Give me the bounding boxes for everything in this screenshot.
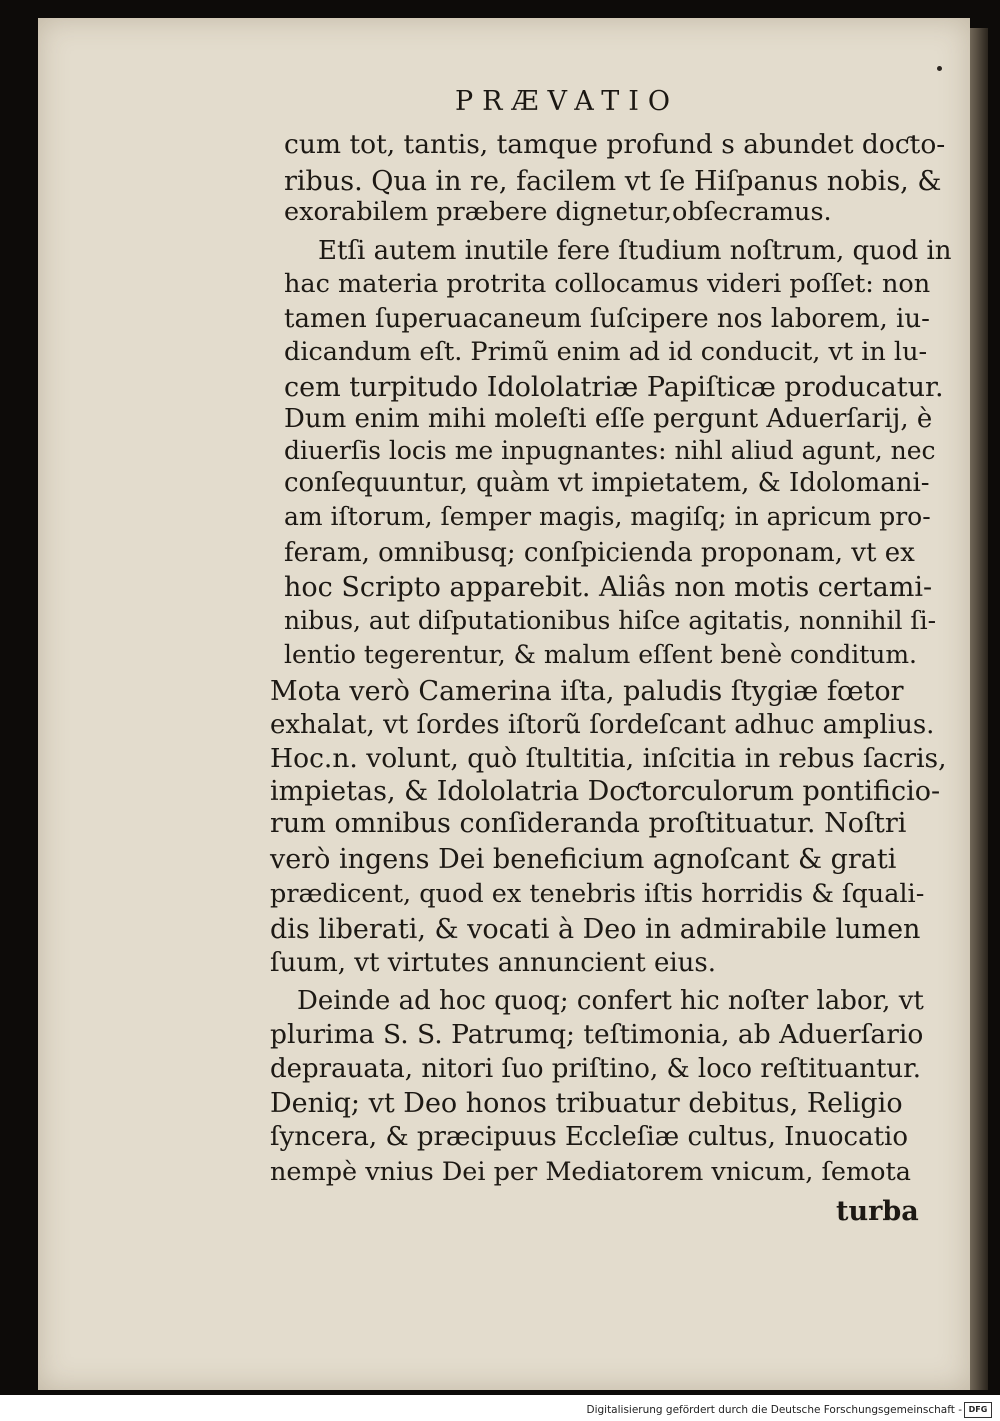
text-line: Etſi autem inutile fere ſtudium noſtrum, quod in — [318, 236, 952, 266]
text-line: Dum enim mihi moleſti eſſe pergunt Aduerſarij, è — [284, 404, 933, 434]
text-line: deprauata, nitori ſuo priſtino, & loco reſtituantur. — [270, 1054, 922, 1084]
text-line: impietas, & Idololatria Doƈtorculorum pontificio- — [270, 776, 941, 807]
text-line: hac materia protrita collocamus videri poſſet: non — [284, 269, 931, 299]
text-line: Hoc.n. volunt, quò ſtultitia, inſcitia in rebus ſacris, — [270, 743, 947, 774]
text-line: am iſtorum, ſemper magis, magiſq; in apricum pro- — [284, 502, 931, 531]
text-line: ribus. Qua in re, facilem vt ſe Hiſpanus nobis, & — [284, 166, 942, 197]
text-line: cum tot, tantis, tamque profund s abundet doƈto- — [284, 129, 946, 160]
text-line: plurima S. S. Patrumq; teſtimonia, ab Aduerſario — [270, 1019, 924, 1050]
page-corner-mark — [937, 66, 942, 71]
text-line: exorabilem præbere dignetur,obſecramus. — [284, 197, 832, 227]
text-line: nibus, aut diſputationibus hiſce agitatis, nonnihil ſi- — [284, 606, 937, 635]
text-line: conſequuntur, quàm vt impietatem, & Idolomani- — [284, 468, 930, 498]
text-line: dis liberati, & vocati à Deo in admirabile lumen — [270, 914, 921, 945]
catchword: turba — [836, 1196, 919, 1227]
text-line: verò ingens Dei beneficium agnoſcant & grati — [270, 844, 897, 875]
text-line: dicandum eſt. Primũ enim ad id conducit, vt in lu- — [284, 337, 928, 367]
text-line: feram, omnibusq; conſpicienda proponam, vt ex — [284, 538, 915, 568]
text-line: Deinde ad hoc quoq; confert hic noſter labor, vt — [297, 986, 924, 1016]
text-line: nempè vnius Dei per Mediatorem vnicum, ſemota — [270, 1157, 911, 1187]
text-line: tamen ſuperuacaneum ſuſcipere nos laborem, iu- — [284, 304, 930, 334]
text-line: lentio tegerentur, & malum eſſent benè conditum. — [284, 640, 918, 669]
text-line: hoc Scripto apparebit. Aliâs non motis certami- — [284, 572, 933, 603]
digitization-credit: Digitalisierung gefördert durch die Deutsche Forschungsgemeinschaft - — [586, 1404, 962, 1416]
running-head: PRÆVATIO — [455, 86, 680, 117]
text-line: ſyncera, & præcipuus Eccleſiæ cultus, Inuocatio — [270, 1122, 909, 1152]
text-line: Deniq; vt Deo honos tribuatur debitus, Religio — [270, 1088, 903, 1119]
text-line: diuerſis locis me inpugnantes: nihl aliud agunt, nec — [284, 436, 936, 465]
dfg-logo: DFG — [964, 1402, 992, 1418]
text-line: ſuum, vt virtutes annuncient eius. — [270, 948, 717, 978]
text-line: Mota verò Camerina iſta, paludis ſtygiæ fœtor — [270, 676, 904, 707]
text-line: prædicent, quod ex tenebris iſtis horridis & ſquali- — [270, 879, 925, 909]
text-line: exhalat, vt ſordes iſtorũ ſordeſcant adhuc amplius. — [270, 710, 935, 740]
text-line: rum omnibus conſideranda proſtituatur. Noſtri — [270, 808, 907, 839]
text-line: cem turpitudo Idololatriæ Papiſticæ producatur. — [284, 372, 944, 403]
